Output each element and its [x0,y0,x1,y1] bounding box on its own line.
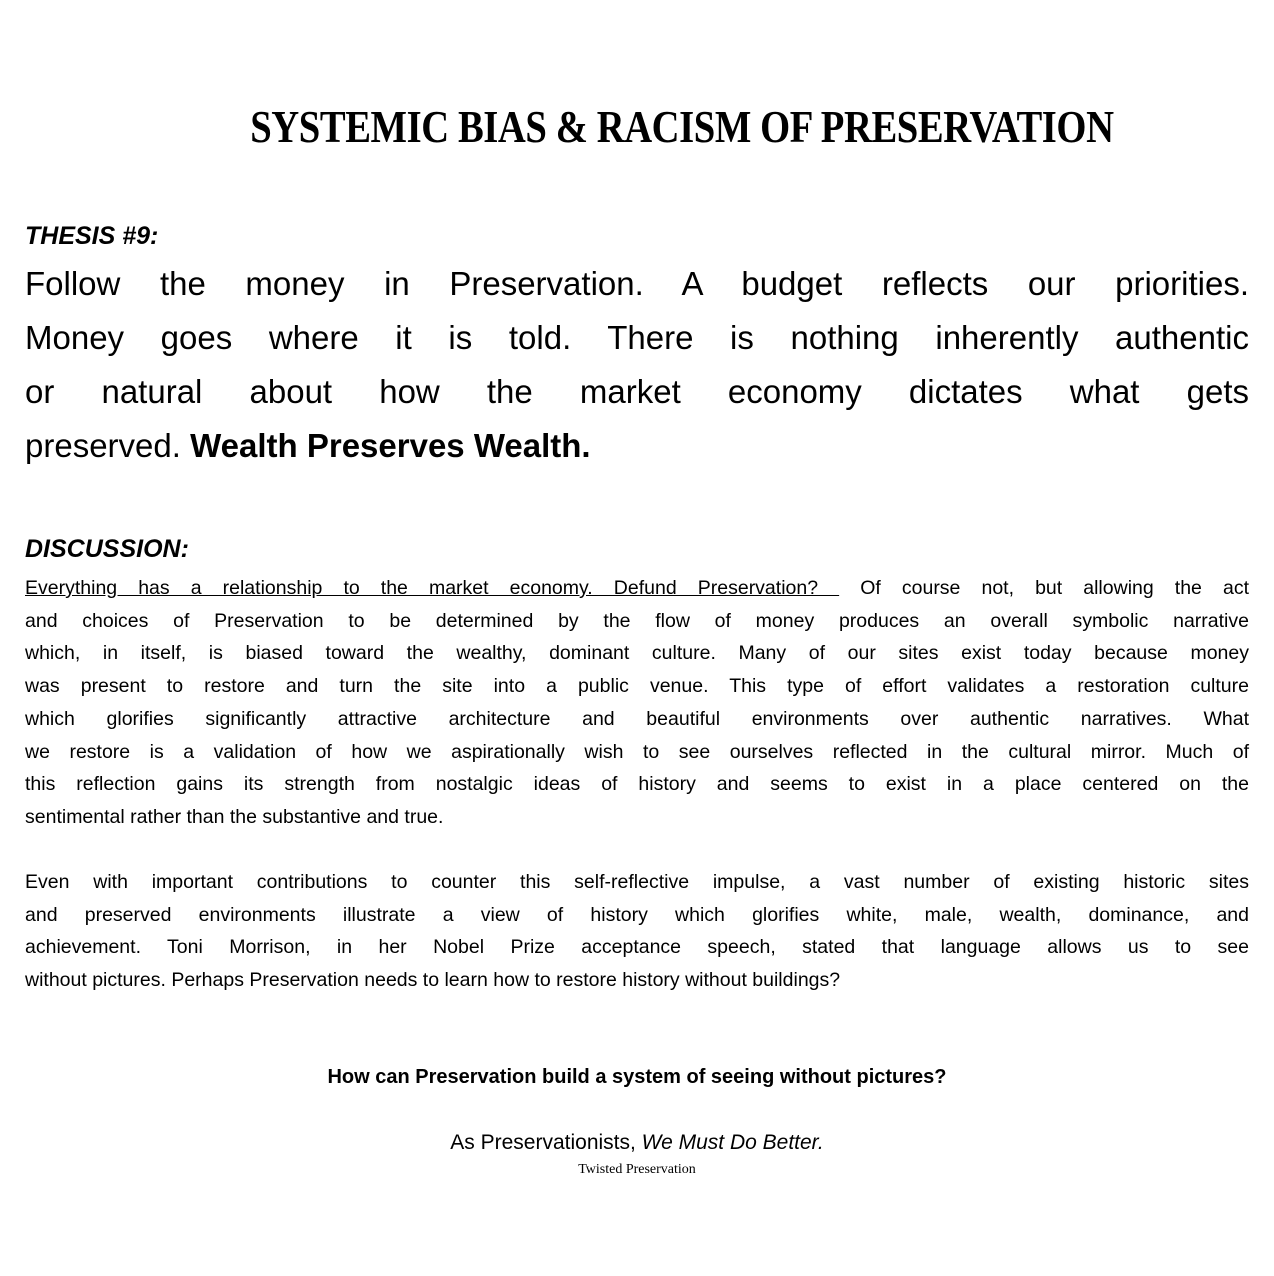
paragraph-line: which, in itself, is biased toward the wealthy, dominant culture. Many of our sites exist today because money [25,642,1249,665]
underlined-sentence: Everything has a relationship to the market economy. Defund Preservation? [25,577,840,599]
paragraph-line: and preserved environments illustrate a view of history which glorifies white, male, wealth, dominance, and [25,903,1249,926]
discussion-paragraph-1 [25,572,1249,834]
closing-question: How can Preservation build a system of seeing without pictures? [327,1066,947,1088]
paragraph-line: sentimental rather than the substantive and true. [25,805,444,828]
paragraph-line: and choices of Preservation to be determined by the flow of money produces an overall symbolic narrative [25,609,1249,632]
paragraph-line: Even with important contributions to counter this self-reflective impulse, a vast number of existing historic sites [25,871,1249,893]
discussion-label: DISCUSSION: [25,535,189,563]
paragraph-line: without pictures. Perhaps Preservation needs to learn how to restore history without buildings? [25,969,841,992]
paragraph-line: achievement. Toni Morrison, in her Nobel Prize acceptance speech, stated that language allows us to see [25,936,1249,959]
paragraph-line: this reflection gains its strength from nostalgic ideas of history and seems to exist in a place centered on the [25,773,1249,796]
thesis-statement [25,257,1249,473]
paragraph-line: was present to restore and turn the site into a public venue. This type of effort validates a restoration culture [25,675,1249,698]
thesis-emphasis: Wealth Preserves Wealth. [190,427,591,464]
paragraph-line: we restore is a validation of how we aspirationally wish to see ourselves reflected in the cultural mirror. Much of [25,740,1249,763]
thesis-line: Money goes where it is told. There is nothing inherently authentic [25,319,1249,356]
thesis-label: THESIS #9: [25,222,159,250]
page-title: SYSTEMIC BIAS & RACISM OF PRESERVATION [250,101,1114,152]
discussion-paragraph-2 [25,866,1249,997]
thesis-line: preserved. Wealth Preserves Wealth. [25,427,591,464]
thesis-line: Follow the money in Preservation. A budget reflects our priorities. [25,265,1249,302]
thesis-line: or natural about how the market economy dictates what gets [25,373,1249,410]
signature: Twisted Preservation [578,1162,696,1177]
paragraph-line: which glorifies significantly attractive architecture and beautiful environments over authentic narratives. What [25,707,1249,730]
closing-statement: As Preservationists, We Must Do Better. [450,1131,824,1154]
paragraph-line: Everything has a relationship to the market economy. Defund Preservation? Of course not, but allowing the act [25,577,1249,599]
